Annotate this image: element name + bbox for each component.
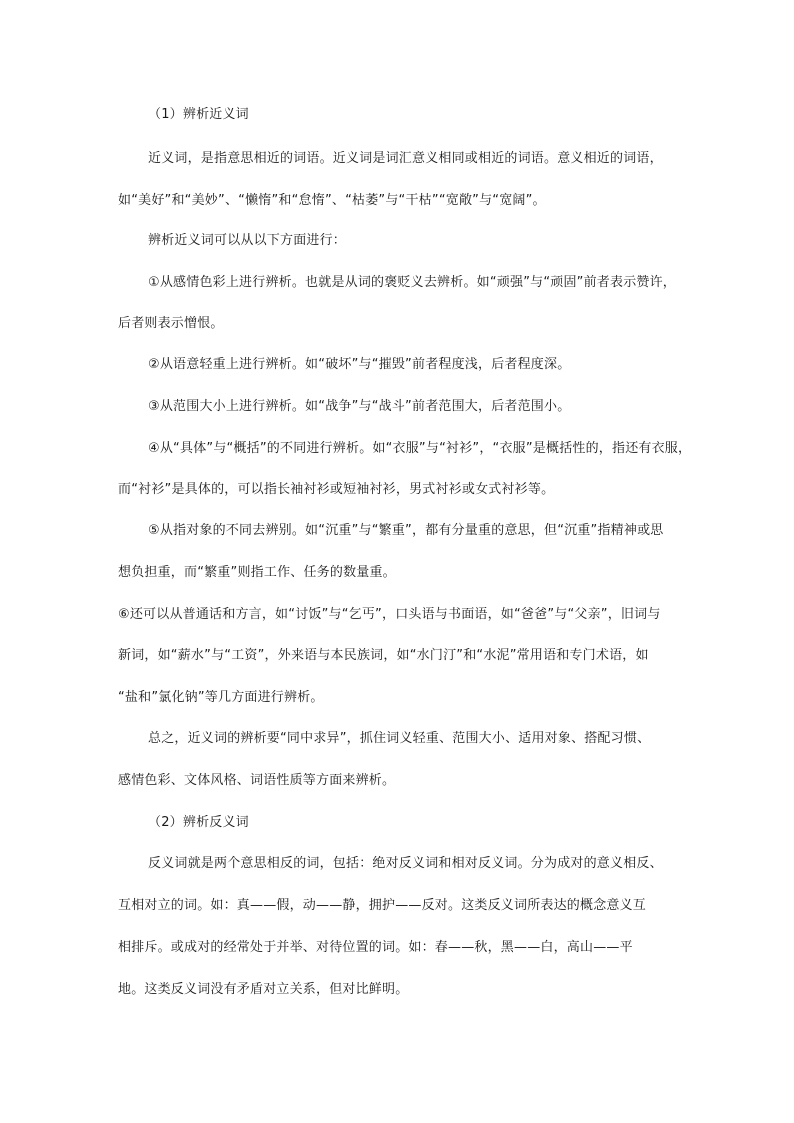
paragraph-line: 后者则表示憎恨。 [118,316,224,331]
paragraph-line: 如“美好”和“美妙”、“懒惰”和“怠惰”、“枯萎”与“干枯”“宽敞”与“宽阔”。 [118,193,546,208]
paragraph-line: 反义词就是两个意思相反的词，包括：绝对反义词和相对反义词。分为成对的意义相反、 [148,856,663,871]
paragraph-line: 感情色彩、文体风格、词语性质等方面来辨析。 [118,773,396,788]
list-item: ③从范围大小上进行辨析。如“战争”与“战斗”前者范围大，后者范围小。 [148,399,571,414]
heading-synonyms: （1）辨析近义词 [148,107,249,122]
paragraph-line: 近义词，是指意思相近的词语。近义词是词汇意义相同或相近的词语。意义相近的词语， [148,151,663,166]
list-item: ②从语意轻重上进行辨析。如“破坏”与“摧毁”前者程度浅，后者程度深。 [148,357,571,372]
paragraph-line: 互相对立的词。如：真——假，动——静，拥护——反对。这类反义词所表达的概念意义互 [118,898,647,913]
paragraph-line: 辨析近义词可以从以下方面进行： [148,233,347,248]
paragraph-line: “盐和”氯化钠”等几方面进行辨析。 [118,690,324,705]
paragraph-line: 总之，近义词的辨析要“同中求异”，抓住词义轻重、范围大小、适用对象、搭配习惯、 [148,731,651,746]
list-item: ⑥还可以从普通话和方言，如“讨饭”与“乞丐”，口头语与书面语，如“爸爸”与“父亲”，旧词与 [118,607,661,622]
list-item: ①从感情色彩上进行辨析。也就是从词的褒贬义去辨析。如“顽强”与“顽固”前者表示赞许， [148,275,676,290]
heading-antonyms: （2）辨析反义词 [148,815,249,830]
list-item: ④从“具体”与“概括”的不同进行辨析。如“衣服”与“衬衫”，“衣服”是概括性的，指还有衣服， [148,441,692,456]
paragraph-line: 相排斥。或成对的经常处于并举、对待位置的词。如：春——秋，黑——白，高山——平 [118,940,633,955]
list-item: ⑤从指对象的不同去辨别。如“沉重”与“繁重”，都有分量重的意思，但“沉重”指精神或思 [148,523,664,538]
paragraph-line: 想负担重，而“繁重”则指工作、任务的数量重。 [118,565,396,580]
paragraph-line: 地。这类反义词没有矛盾对立关系，但对比鲜明。 [118,982,409,997]
paragraph-line: 而“衬衫”是具体的，可以指长袖衬衫或短袖衬衫，男式衬衫或女式衬衫等。 [118,482,555,497]
paragraph-line: 新词，如“薪水”与“工资”，外来语与本民族词，如“水门汀”和“水泥”常用语和专门术语，如 [118,648,649,663]
